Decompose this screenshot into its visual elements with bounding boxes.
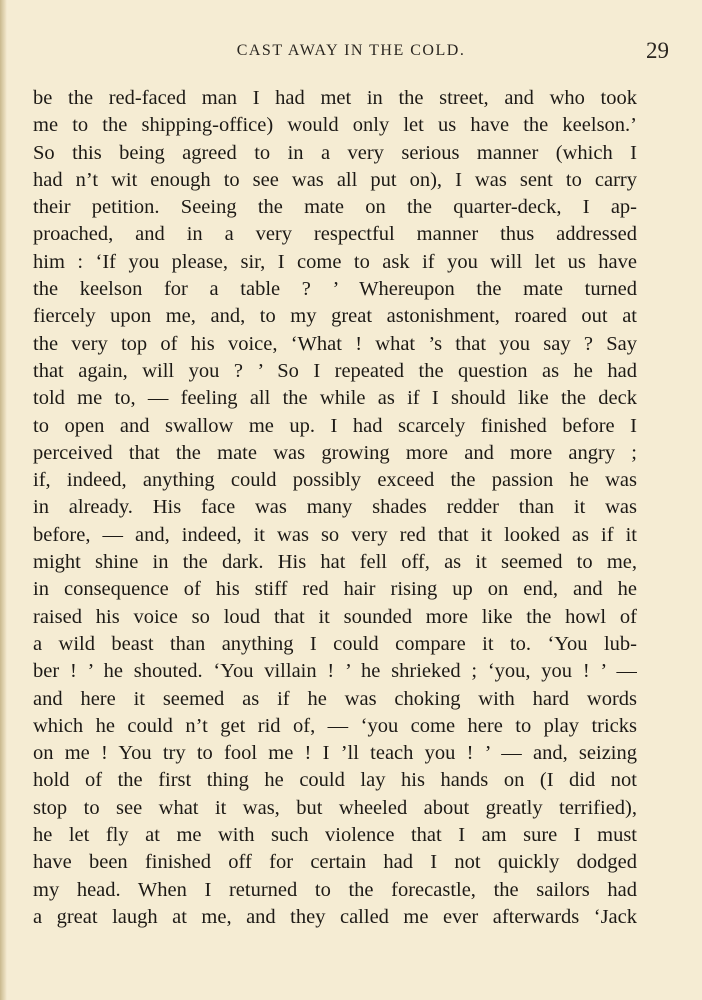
text-line: in consequence of his stiff red hair rising up on end, and he <box>33 578 637 601</box>
text-line: the very top of his voice, ‘What ! what ’s that you say ? Say <box>33 332 637 355</box>
text-line: to open and swallow me up. I had scarcely finished before I <box>33 414 637 437</box>
text-line: fiercely upon me, and, to my great astonishment, roared out at <box>33 305 637 328</box>
text-line: have been finished off for certain had I not quickly dodged <box>33 851 637 874</box>
text-line: which he could n’t get rid of, — ‘you come here to play tricks <box>33 714 637 737</box>
text-line: a wild beast than anything I could compare it to. ‘You lub- <box>33 632 637 655</box>
text-line: if, indeed, anything could possibly exceed the passion he was <box>33 469 637 492</box>
text-line: be the red-faced man I had met in the street, and who took <box>33 87 637 109</box>
text-line: in already. His face was many shades redder than it was <box>33 496 637 519</box>
running-title: CAST AWAY IN THE COLD. <box>236 42 466 59</box>
text-line: raised his voice so loud that it sounded more like the howl of <box>33 605 637 628</box>
text-line: and here it seemed as if he was choking with hard words <box>33 687 637 710</box>
text-line: him : ‘If you please, sir, I come to ask if you will let us have <box>33 250 637 273</box>
text-line: ber ! ’ he shouted. ‘You villain ! ’ he shrieked ; ‘you, you ! ’ — <box>33 660 637 683</box>
text-line: the keelson for a table ? ’ Whereupon the mate turned <box>33 278 637 301</box>
text-line: he let fly at me with such violence that I am sure I must <box>33 824 637 847</box>
text-line: before, — and, indeed, it was so very red that it looked as if it <box>33 523 637 546</box>
text-line: had n’t wit enough to see was all put on), I was sent to carry <box>33 168 637 191</box>
running-head <box>33 38 669 66</box>
page-number: 29 <box>646 38 669 63</box>
text-line: my head. When I returned to the forecastle, the sailors had <box>33 878 637 901</box>
text-line: their petition. Seeing the mate on the quarter-deck, I ap- <box>33 196 637 219</box>
text-line: hold of the first thing he could lay his hands on (I did not <box>33 769 637 792</box>
page-binding-edge <box>0 0 7 1000</box>
text-line: me to the shipping-office) would only let us have the keelson.’ <box>33 114 637 137</box>
text-line: told me to, — feeling all the while as if I should like the deck <box>33 387 637 410</box>
text-line: a great laugh at me, and they called me ever afterwards ‘Jack <box>33 905 637 928</box>
text-line: might shine in the dark. His hat fell off, as it seemed to me, <box>33 551 637 574</box>
text-line: proached, and in a very respectful manner thus addressed <box>33 223 637 246</box>
text-line: on me ! You try to fool me ! I ’ll teach you ! ’ — and, seizing <box>33 742 637 765</box>
body-text <box>33 85 637 931</box>
text-line: that again, will you ? ’ So I repeated the question as he had <box>33 359 637 382</box>
text-line: perceived that the mate was growing more and more angry ; <box>33 441 637 464</box>
text-line: stop to see what it was, but wheeled about greatly terrified), <box>33 796 637 819</box>
text-line: So this being agreed to in a very serious manner (which I <box>33 141 637 164</box>
